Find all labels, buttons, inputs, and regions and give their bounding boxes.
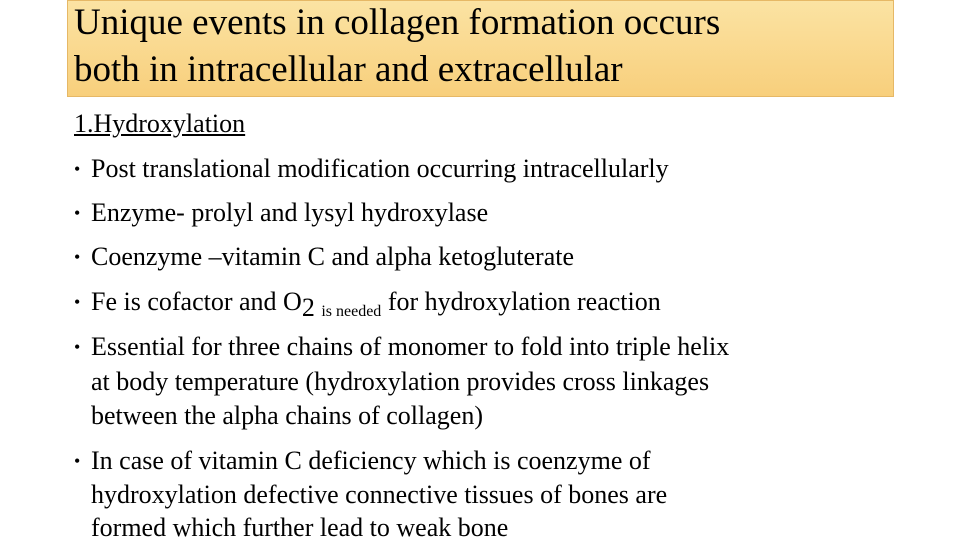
bullet-text: Post translational modification occurring intracellularly — [91, 154, 669, 183]
slide-title-line-1: Unique events in collagen formation occurs — [74, 2, 721, 43]
bullet-dot: • — [74, 247, 81, 267]
bullet-text-line-1: Essential for three chains of monomer to fold into triple helix — [91, 332, 730, 361]
bullet-text — [91, 286, 661, 322]
bullet-text: Coenzyme –vitamin C and alpha ketogluterate — [91, 242, 575, 271]
bullet-dot: • — [74, 451, 81, 471]
bullet-text-line-2: at body temperature (hydroxylation provides cross linkages — [91, 367, 710, 396]
subscript-note: is needed — [321, 303, 382, 320]
bullet-dot: • — [74, 292, 81, 312]
bullet-text-suffix: for hydroxylation reaction — [381, 287, 661, 316]
bullet-text-line-3: between the alpha chains of collagen) — [91, 401, 483, 430]
slide-title-box — [67, 0, 894, 97]
bullet-text-line-3: formed which further lead to weak bone — [91, 513, 509, 542]
bullet-dot: • — [74, 203, 81, 223]
bullet-text: Enzyme- prolyl and lysyl hydroxylase — [91, 198, 489, 227]
section-heading: 1.Hydroxylation — [74, 109, 246, 138]
bullet-text-line-1: In case of vitamin C deficiency which is coenzyme of — [91, 446, 651, 475]
bullet-dot: • — [74, 337, 81, 357]
slide-title-line-2: both in intracellular and extracellular — [74, 49, 623, 90]
bullet-dot: • — [74, 159, 81, 179]
subscript-2: 2 — [301, 293, 315, 322]
bullet-text-prefix: Fe is cofactor and O — [91, 287, 302, 316]
bullet-text-line-2: hydroxylation defective connective tissues of bones are — [91, 480, 668, 509]
